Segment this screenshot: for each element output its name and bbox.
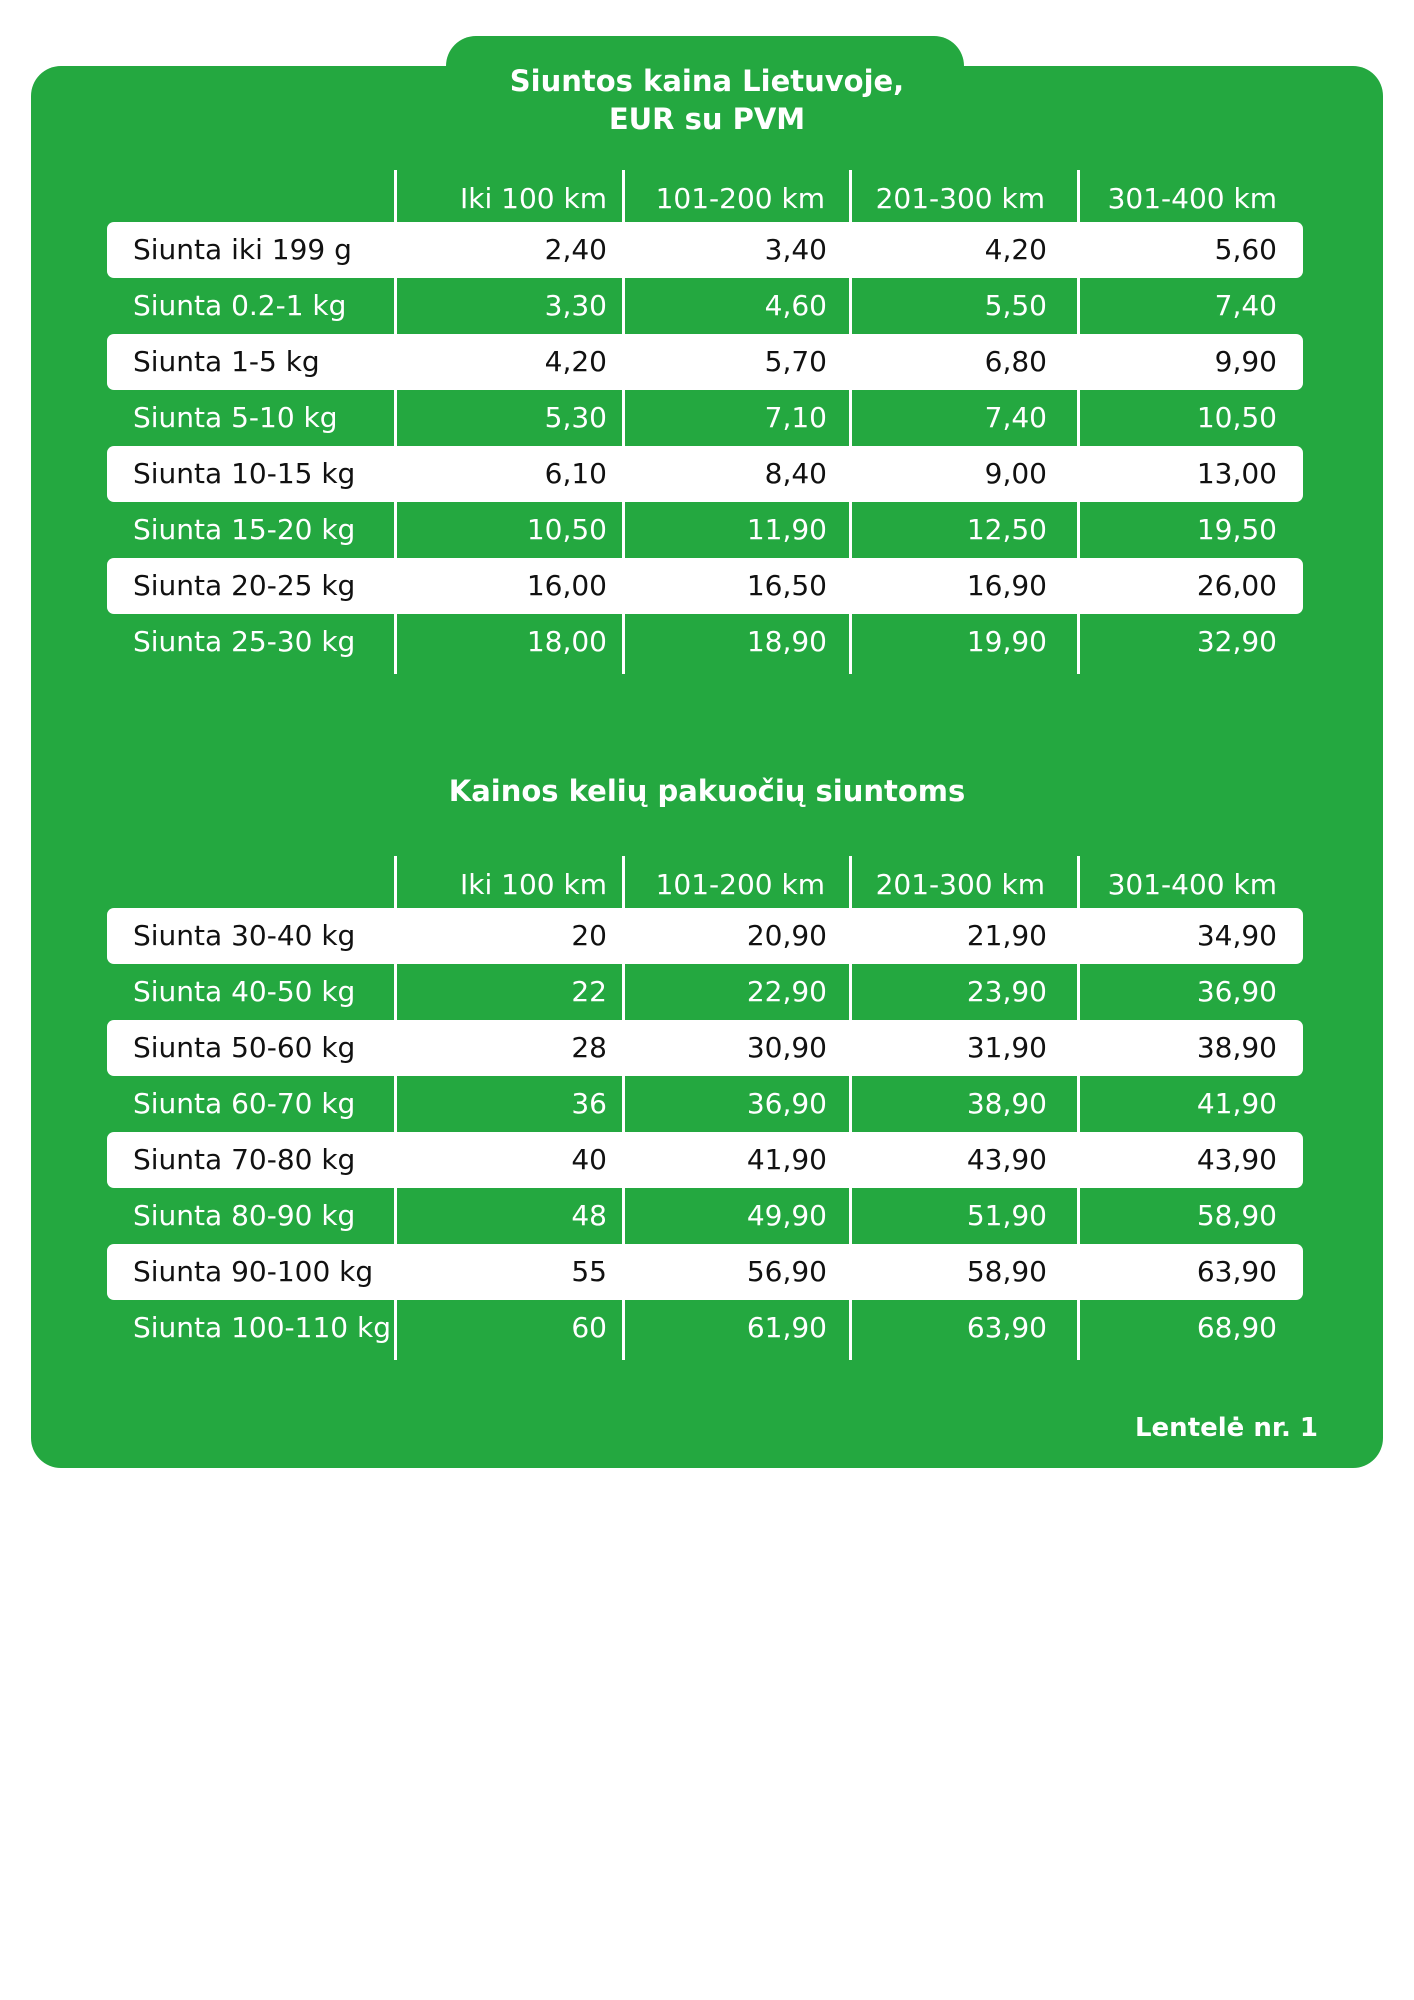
price-cell: 3,30 (544, 289, 607, 322)
price-cell: 36,90 (746, 1087, 827, 1120)
price-cell: 10,50 (526, 513, 607, 546)
price-cell: 36 (571, 1087, 607, 1120)
price-cell: 4,20 (984, 233, 1047, 266)
column-header: 101-200 km (655, 868, 825, 901)
price-cell: 7,10 (764, 401, 827, 434)
price-cell: 61,90 (746, 1311, 827, 1344)
price-cell: 5,50 (984, 289, 1047, 322)
price-cell: 2,40 (544, 233, 607, 266)
table-row (107, 1188, 1303, 1244)
row-label: Siunta 70-80 kg (133, 1143, 356, 1176)
table1-title-line1: Siuntos kaina Lietuvoje, (509, 64, 905, 98)
row-label: Siunta 60-70 kg (133, 1087, 356, 1120)
price-cell: 13,00 (1196, 457, 1277, 490)
row-label: Siunta 100-110 kg (133, 1311, 391, 1344)
price-cell: 51,90 (966, 1199, 1047, 1232)
price-cell: 55 (571, 1255, 607, 1288)
price-cell: 41,90 (1196, 1087, 1277, 1120)
price-cell: 20 (571, 919, 607, 952)
price-cell: 60 (571, 1311, 607, 1344)
price-cell: 41,90 (746, 1143, 827, 1176)
table-row (107, 558, 1303, 614)
row-label: Siunta 10-15 kg (133, 457, 356, 490)
row-label: Siunta 25-30 kg (133, 625, 356, 658)
price-cell: 11,90 (746, 513, 827, 546)
table2-title: Kainos kelių pakuočių siuntoms (448, 774, 966, 808)
row-label: Siunta 80-90 kg (133, 1199, 356, 1232)
price-cell: 9,00 (984, 457, 1047, 490)
table-row (107, 964, 1303, 1020)
price-cell: 38,90 (1196, 1031, 1277, 1064)
price-cell: 36,90 (1196, 975, 1277, 1008)
price-cell: 7,40 (984, 401, 1047, 434)
price-cell: 56,90 (746, 1255, 827, 1288)
price-cell: 6,10 (544, 457, 607, 490)
column-header: 201-300 km (875, 182, 1045, 215)
table1-title-line2: EUR su PVM (608, 102, 806, 136)
price-cell: 6,80 (984, 345, 1047, 378)
row-label: Siunta 30-40 kg (133, 919, 356, 952)
column-header: 101-200 km (655, 182, 825, 215)
column-divider (622, 856, 625, 1360)
row-label: Siunta iki 199 g (133, 233, 352, 266)
table-row (107, 908, 1303, 964)
table-row (107, 1020, 1303, 1076)
price-cell: 16,90 (966, 569, 1047, 602)
price-cell: 3,40 (764, 233, 827, 266)
price-cell: 5,60 (1214, 233, 1277, 266)
price-cell: 49,90 (746, 1199, 827, 1232)
price-cell: 38,90 (966, 1087, 1047, 1120)
table-row (107, 390, 1303, 446)
column-header: 301-400 km (1107, 868, 1277, 901)
price-cell: 20,90 (746, 919, 827, 952)
table-header-row (107, 170, 1303, 222)
table-caption: Lentelė nr. 1 (1134, 1413, 1318, 1443)
table-row (107, 1244, 1303, 1300)
price-cell: 8,40 (764, 457, 827, 490)
price-cell: 7,40 (1214, 289, 1277, 322)
price-table-multi-package (107, 856, 1303, 1356)
table-row (107, 1132, 1303, 1188)
price-table-lithuania (107, 170, 1303, 670)
price-cell: 32,90 (1196, 625, 1277, 658)
column-divider (394, 170, 397, 674)
table-header-row (107, 856, 1303, 908)
table-row (107, 222, 1303, 278)
row-label: Siunta 20-25 kg (133, 569, 356, 602)
table-row (107, 446, 1303, 502)
price-cell: 18,90 (746, 625, 827, 658)
price-cell: 22,90 (746, 975, 827, 1008)
row-label: Siunta 90-100 kg (133, 1255, 374, 1288)
table-row (107, 278, 1303, 334)
price-cell: 4,60 (764, 289, 827, 322)
price-cell: 12,50 (966, 513, 1047, 546)
column-header: 301-400 km (1107, 182, 1277, 215)
table-row (107, 502, 1303, 558)
column-divider (394, 856, 397, 1360)
price-cell: 4,20 (544, 345, 607, 378)
row-label: Siunta 0.2-1 kg (133, 289, 347, 322)
price-cell: 9,90 (1214, 345, 1277, 378)
column-divider (849, 170, 852, 674)
column-header: 201-300 km (875, 868, 1045, 901)
price-cell: 16,00 (526, 569, 607, 602)
price-cell: 48 (571, 1199, 607, 1232)
column-divider (849, 856, 852, 1360)
column-divider (622, 170, 625, 674)
price-cell: 68,90 (1196, 1311, 1277, 1344)
row-label: Siunta 40-50 kg (133, 975, 356, 1008)
price-cell: 40 (571, 1143, 607, 1176)
column-divider (1077, 170, 1080, 674)
column-header: Iki 100 km (460, 182, 607, 215)
price-cell: 63,90 (966, 1311, 1047, 1344)
price-cell: 23,90 (966, 975, 1047, 1008)
price-cell: 21,90 (966, 919, 1047, 952)
price-cell: 18,00 (526, 625, 607, 658)
column-divider (1077, 856, 1080, 1360)
price-cell: 22 (571, 975, 607, 1008)
price-cell: 58,90 (966, 1255, 1047, 1288)
price-cell: 5,30 (544, 401, 607, 434)
price-cell: 19,90 (966, 625, 1047, 658)
price-cell: 63,90 (1196, 1255, 1277, 1288)
price-cell: 30,90 (746, 1031, 827, 1064)
table1-title (31, 62, 1383, 138)
price-cell: 31,90 (966, 1031, 1047, 1064)
price-cell: 26,00 (1196, 569, 1277, 602)
table-row (107, 1300, 1303, 1356)
table-row (107, 1076, 1303, 1132)
row-label: Siunta 1-5 kg (133, 345, 320, 378)
price-cell: 43,90 (966, 1143, 1047, 1176)
table-row (107, 334, 1303, 390)
price-cell: 16,50 (746, 569, 827, 602)
row-label: Siunta 15-20 kg (133, 513, 356, 546)
row-label: Siunta 5-10 kg (133, 401, 338, 434)
price-cell: 10,50 (1196, 401, 1277, 434)
price-cell: 58,90 (1196, 1199, 1277, 1232)
price-cell: 28 (571, 1031, 607, 1064)
price-cell: 5,70 (764, 345, 827, 378)
price-cell: 19,50 (1196, 513, 1277, 546)
price-cell: 43,90 (1196, 1143, 1277, 1176)
row-label: Siunta 50-60 kg (133, 1031, 356, 1064)
table-row (107, 614, 1303, 670)
column-header: Iki 100 km (460, 868, 607, 901)
price-cell: 34,90 (1196, 919, 1277, 952)
